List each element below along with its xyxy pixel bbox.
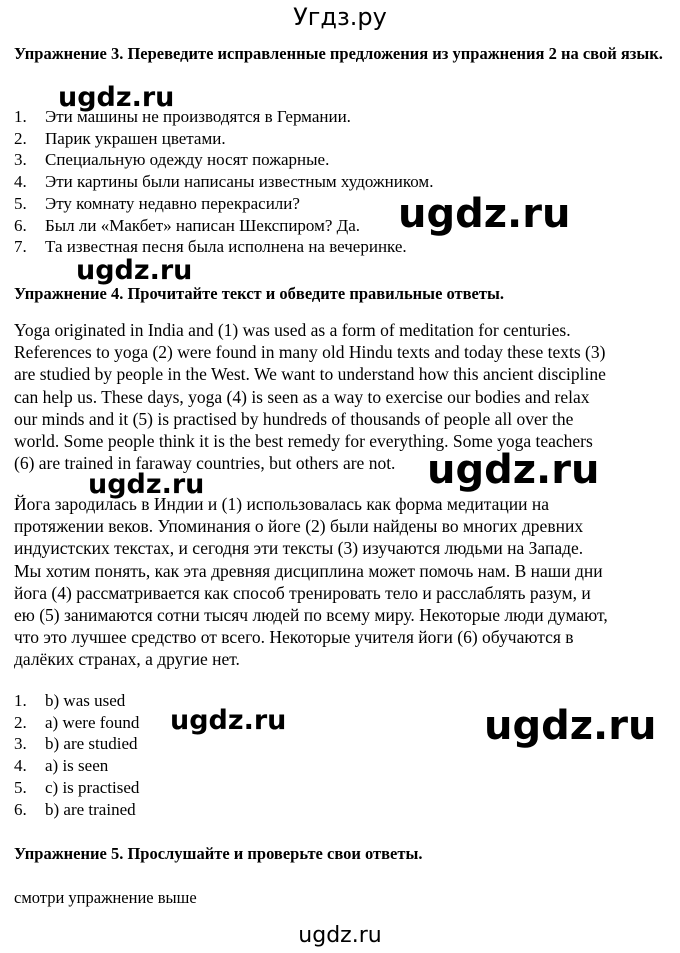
- footer-watermark: ugdz.ru: [298, 923, 382, 948]
- item-number: 6.: [14, 215, 27, 235]
- answers-list: [14, 690, 139, 820]
- text-line: are studied by people in the West. We want to understand how this ancient discipline: [14, 364, 606, 385]
- watermark: ugdz.ru: [76, 255, 193, 286]
- text-line: йога (4) рассматривается как способ тренировать тело и расслаблять разум, и: [14, 582, 591, 603]
- item-text: c) is practised: [45, 777, 140, 797]
- item-text: a) were found: [45, 712, 140, 732]
- list-item: [14, 799, 139, 821]
- item-number: 6.: [14, 799, 27, 819]
- watermark: ugdz.ru: [398, 191, 571, 237]
- item-number: 4.: [14, 172, 27, 192]
- list-item: [14, 215, 433, 237]
- text-line: References to yoga (2) were found in many old Hindu texts and today these texts (3): [14, 342, 606, 363]
- text-line: (6) are trained in faraway countries, but others are not.: [14, 453, 396, 474]
- watermark: ugdz.ru: [88, 469, 205, 500]
- item-text: Парик украшен цветами.: [45, 128, 226, 148]
- list-item: [14, 149, 433, 171]
- exercise-5-note: смотри упражнение выше: [14, 888, 197, 907]
- item-number: 3.: [14, 150, 27, 170]
- item-number: 7.: [14, 237, 27, 257]
- exercise-4-heading: Упражнение 4. Прочитайте текст и обведите правильные ответы.: [14, 284, 504, 303]
- list-item: [14, 171, 433, 193]
- item-number: 5.: [14, 777, 27, 797]
- watermark: ugdz.ru: [484, 703, 657, 749]
- watermark: ugdz.ru: [58, 82, 175, 113]
- list-item: [14, 712, 139, 734]
- item-number: 2.: [14, 128, 27, 148]
- list-item: [14, 755, 139, 777]
- item-text: Эту комнату недавно перекрасили?: [45, 193, 300, 213]
- text-line: Йога зародилась в Индии и (1) использовалась как форма медитации на: [14, 494, 549, 514]
- list-item: [14, 193, 433, 215]
- item-text: Та известная песня была исполнена на вечеринке.: [45, 237, 407, 257]
- list-item: [14, 128, 433, 150]
- item-text: Эти картины были написаны известным художником.: [45, 172, 434, 192]
- text-line: ею (5) занимаются сотни тысяч людей по всему миру. Некоторые люди думают,: [14, 605, 608, 626]
- item-number: 2.: [14, 712, 27, 732]
- item-text: Специальную одежду носят пожарные.: [45, 150, 330, 170]
- text-line: протяжении веков. Упоминания о йоге (2) были найдены во многих древних: [14, 516, 584, 537]
- exercise-5-heading: Упражнение 5. Прослушайте и проверьте свои ответы.: [14, 844, 423, 863]
- item-text: b) are trained: [45, 799, 136, 819]
- item-text: b) are studied: [45, 734, 138, 754]
- watermark: ugdz.ru: [427, 447, 600, 493]
- item-number: 1.: [14, 107, 27, 126]
- text-line: Мы хотим понять, как эта древняя дисциплина может помочь нам. В наши дни: [14, 560, 603, 581]
- exercise-3-heading: Упражнение 3. Переведите исправленные предложения из упражнения 2 на свой язык.: [14, 44, 663, 63]
- item-text: b) was used: [45, 691, 126, 710]
- item-text: Был ли «Макбет» написан Шекспиром? Да.: [45, 215, 361, 235]
- text-line: далёких странах, а другие нет.: [14, 649, 240, 670]
- item-number: 4.: [14, 756, 27, 776]
- russian-text: [14, 493, 676, 671]
- text-line: индуистских текстах, и сегодня эти тексты (3) изучаются людьми на Западе.: [14, 538, 584, 559]
- list-item: [14, 777, 139, 799]
- list-item: [14, 690, 139, 712]
- item-number: 5.: [14, 193, 27, 213]
- item-text: a) is seen: [45, 756, 109, 776]
- text-line: world. Some people think it is the best remedy for everything. Some yoga teachers: [14, 431, 593, 452]
- list-item: [14, 733, 139, 755]
- item-text: Эти машины не производятся в Германии.: [45, 107, 351, 126]
- text-line: our minds and it (5) is practised by hundreds of thousands of people all over the: [14, 408, 574, 429]
- item-number: 3.: [14, 734, 27, 754]
- exercise-3-list: [14, 106, 433, 258]
- watermark: ugdz.ru: [170, 705, 287, 736]
- text-line: что это лучшее средство от всего. Некоторые учителя йоги (6) обучаются в: [14, 627, 574, 648]
- site-title: Угдз.ру: [293, 3, 387, 31]
- text-line: Yoga originated in India and (1) was used as a form of meditation for centuries.: [14, 320, 571, 340]
- text-line: can help us. These days, yoga (4) is seen as a way to exercise our bodies and relax: [14, 386, 590, 407]
- item-number: 1.: [14, 691, 27, 710]
